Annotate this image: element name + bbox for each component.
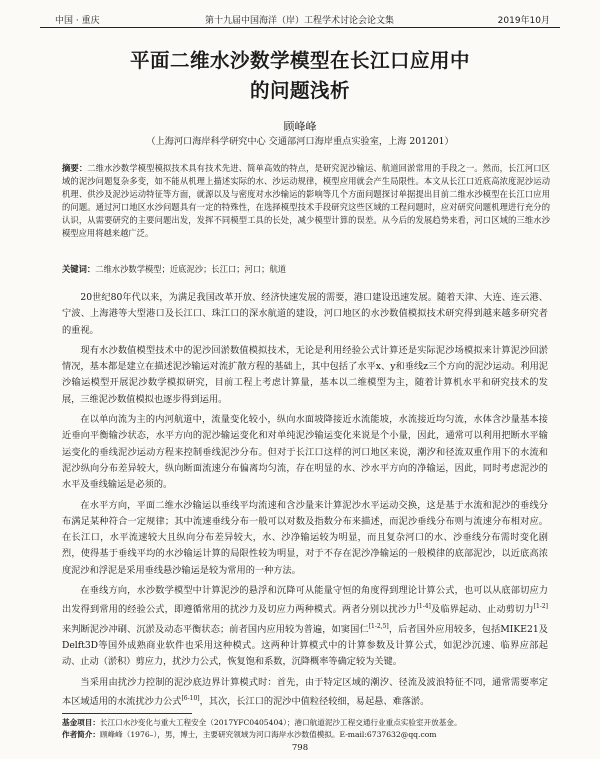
paragraph: 20世纪80年代以来，为满足我国改革开放、经济快速发展的需要，港口建设迅速发展。随着天津、大连、连云港、宁波、上海港等大型港口及长江口、珠江口的深水航道的建设，河口地区的水沙数值模拟技术研究得到越来越多研究者的重视。 bbox=[62, 292, 548, 336]
page-number: 798 bbox=[291, 743, 309, 753]
paragraph-text: ，其次，长江口的泥沙中值粒径较细，易起悬、难落淤。 bbox=[199, 696, 430, 708]
citation: [1-2] bbox=[533, 603, 549, 611]
header-proceedings: 第十九届中国海洋（岸）工程学术讨论会论文集 bbox=[205, 16, 395, 26]
funding-label: 基金项目： bbox=[62, 718, 100, 727]
abstract-text: 二维水沙数学模型模拟技术具有技术先进、简单高效的特点，是研究泥沙输运、航道回淤常用的手段之一。然而，长江河口区域的泥沙问题复杂多变，如不能从机理上描述实际的水、沙运动规律，模型应用就会产生局限性。本文从长江口近底高浓度泥沙运动机理、供沙及泥沙运动特征等方面，就源以及与密度对水沙输运的影响等几个方面问题探讨单据提出目前二维水沙模型在长江口应用的问题。通过河口地区水沙问题具有一定的特殊性，在选择模型技术手段研究这些区域的工程问题时，应对研究问题机理进行充分的认识，从需要研究的主要问题出发，发挥不同模型工具的长处，减少模型计算的误差。从今后的发展趋势来看，河口区域的三维水沙模型应用将越来越广泛。 bbox=[62, 163, 550, 238]
paper-title bbox=[60, 46, 540, 106]
author-bio-note bbox=[62, 729, 550, 741]
body-text bbox=[62, 290, 548, 714]
paragraph: 现有水沙数值模型技术中的泥沙回淤数值模拟技术，无论是利用经验公式计算还是实际泥沙场模拟来计算泥沙回淤情况，基本都是建立在描述泥沙输运对流扩散方程的基础上，其中包括了水平x、y和垂线z三个方向的泥沙运动。利用泥沙输运模型开展泥沙数学模拟研究，目前工程上考虑计算量，基本以二维模型为主，随着计算机水平和研究技术的发展，三维泥沙数值模拟也逐步得到运用。 bbox=[62, 344, 548, 405]
bio-label: 作者简介： bbox=[62, 730, 100, 739]
title-line-1: 平面二维水沙数学模型在长江口应用中 bbox=[129, 49, 470, 72]
paragraph bbox=[62, 583, 548, 671]
header-rule bbox=[40, 27, 560, 28]
footnotes bbox=[62, 717, 550, 741]
paragraph-text: 在垂线方向，水沙数学模型中计算泥沙的悬浮和沉降可从能量守恒的角度得到理论计算公式，也可以从底部切应力出发得到常用的经验公式，即遵循常用的扰沙力及切应力两种模式。两者分别以扰沙力 bbox=[62, 585, 548, 616]
header-location: 中国 · 重庆 bbox=[55, 16, 100, 26]
paragraph-text: 来判断泥沙冲刷、沉淤及动态平衡状态；前者国内应用较为普遍，如窦国仁 bbox=[62, 623, 369, 635]
keywords bbox=[62, 263, 550, 275]
paragraph-text: ，后者国外应用较多，包括MIKE21及Delft3D等国外成熟商业软件也采用这种模式。这两种计算模式中的计算参数及计算公式，如泥沙沉速、临界应部起动、止动（淤积）剪应力，扰沙力公式，恢复饱和系数，沉降概率等确定较为关键。 bbox=[62, 623, 548, 668]
header-date: 2019年10月 bbox=[497, 16, 550, 26]
funding-note bbox=[62, 717, 550, 729]
footnote-rule bbox=[62, 713, 192, 714]
abstract-label: 摘要： bbox=[62, 163, 88, 173]
paragraph: 在水平方向，平面二维水沙输运以垂线平均流速和含沙量来计算泥沙水平运动交换，这是基于水流和泥沙的垂线分布满足某种符合一定规律；其中流速垂线分布一般可以对数及指数分布来描述，而泥沙垂线分布则与流速分布相对应。在长江口，水平流速较大且纵向分布差异较大，水、沙净输运较为明显，而且复杂河口的水、沙垂线分布需时变化剧烈，使得基于垂线平均的水沙输运计算的局限性较为明显，对于不存在泥沙净输运的一般模律的底部泥沙，以近底高浓度泥沙和浮泥是采用垂线悬沙输运是较为常用的一种方法。 bbox=[62, 499, 548, 576]
citation: [1-4] bbox=[416, 603, 431, 611]
title-line-2: 的问题浅析 bbox=[249, 79, 350, 102]
author: 顾峰峰 bbox=[283, 120, 317, 133]
affiliation: （上海河口海岸科学研究中心 交通部河口海岸重点实验室，上海 201201） bbox=[146, 136, 454, 147]
keywords-label: 关键词： bbox=[62, 264, 96, 274]
running-header bbox=[40, 10, 560, 26]
bio-text: 顾峰峰（1976–），男，博士，主要研究领域为河口海岸水沙数值模拟。E-mail:6737632@qq.com bbox=[99, 730, 437, 739]
funding-text: 长江口水沙变化与重大工程安全（2017YFC0405404）；港口航道泥沙工程交通行业重点实验室开放基金。 bbox=[99, 718, 462, 727]
paragraph: 在以单向流为主的内河航道中，流量变化较小，纵向水面坡降接近水流能坡，水流接近均匀流，水体含沙量基本接近垂向平衡输沙状态，水平方向的泥沙输运变化和对单纯泥沙输运变化来说是个小量，因此，通常可以利用把断水平输运变化的垂线泥沙运动方程来控制垂线泥沙分布。但对于长江口这样的河口地区来说，潮汐和径流双重作用下的水流和泥沙纵向分布差异较大，纵向断面流速分布偏离均匀流，存在明显的水、沙水平方向的净输运，因此，同时考虑泥沙的水平及垂线输运是必须的。 bbox=[62, 414, 548, 491]
abstract bbox=[62, 162, 550, 240]
keywords-text: 二维水沙数学模型；近底泥沙；长江口；河口；航道 bbox=[95, 264, 287, 274]
paragraph-text: 当采用由扰沙力控制的泥沙底边界计算模式时：首先，由于特定区域的潮汐、径流及波浪特征不同，通常需要率定本区域适用的水流扰沙力公式 bbox=[62, 676, 548, 708]
citation: [1-2,5] bbox=[368, 622, 389, 630]
paragraph-text: 及临界起动、止动剪切力 bbox=[430, 604, 534, 616]
citation: [6-10] bbox=[181, 694, 200, 702]
paragraph bbox=[62, 675, 548, 711]
